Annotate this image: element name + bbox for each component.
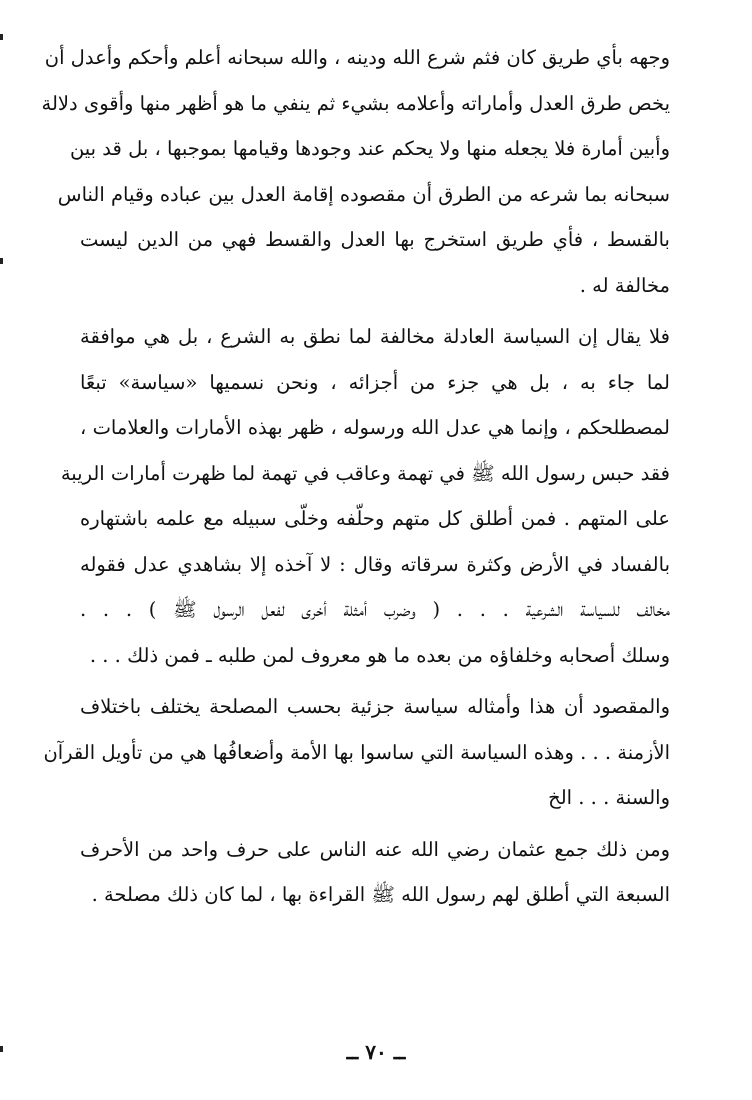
text-line: ومن ذلك جمع عثمان رضي الله عنه الناس على حرف واحد من الأحرف [80,837,670,861]
margin-mark-top [0,34,3,40]
text-line: مخالفة له . [579,273,670,297]
text-line: يخص طرق العدل وأماراته وأعلامه بشيء ثم ينفي ما هو أظهر منها وأقوى دلالة [41,91,670,115]
text-line: السبعة التي أطلق لهم رسول الله ﷺ القراءة بها ، لما كان ذلك مصلحة . [91,883,670,906]
text-line: لمصطلحكم ، وإنما هي عدل الله ورسوله ، ظهر بهذه الأمارات والعلامات ، [80,416,670,439]
paragraph-1 [41,46,670,319]
text-line: وسلك أصحابه وخلفاؤه من بعده ما هو معروف لمن طلبه ـ فمن ذلك . . . [89,643,670,667]
text-line: والمقصود أن هذا وأمثاله سياسة جزئية بحسب المصلحة يختلف باختلاف [80,695,670,718]
paragraph-3 [43,695,670,832]
paragraph-2 [60,325,670,689]
text-line: وجهه بأي طريق كان فثم شرع الله ودينه ، والله سبحانه أعلم وأحكم وأعدل أن [44,46,670,69]
text-line: مخالف للسياسة الشرعية . . . ( وضرب أمثلة أخرى لفعل الرسول ﷺ ) . . . [80,598,670,621]
margin-mark-middle [0,258,3,264]
text-line: بالفساد في الأرض وكثرة سرقاته وقال : لا آخذه إلا بشاهدي عدل فقوله [80,552,670,576]
page-body [41,46,670,929]
paragraph-4 [80,838,670,929]
page-number: ــ ٧٠ ــ [346,1040,406,1064]
text-line: لما جاء به ، بل هي جزء من أجزائه ، ونحن نسميها «سياسة» تبعًا [80,370,670,394]
text-line: الأزمنة . . . وهذه السياسة التي ساسوا بها الأمة وأضعافُها هي من تأويل القرآن [43,740,670,764]
text-line: فلا يقال إن السياسة العادلة مخالفة لما نطق به الشرع ، بل هي موافقة [80,325,670,348]
text-line: سبحانه بما شرعه من الطرق أن مقصوده إقامة العدل بين عباده وقيام الناس [57,182,670,206]
text-line: والسنة . . . الخ [548,786,670,809]
text-line: وأبين أمارة فلا يجعله منها ولا يحكم عند وجودها وقيامها بموجبها ، بل قد بين [69,137,670,160]
text-line: على المتهم . فمن أطلق كل متهم وحلّفه وخلّى سبيله مع علمه باشتهاره [80,507,670,530]
text-line: بالقسط ، فأي طريق استخرج بها العدل والقسط فهي من الدين ليست [80,228,670,251]
text-line: فقد حبس رسول الله ﷺ في تهمة وعاقب في تهمة لما ظهرت أمارات الريبة [60,461,670,485]
